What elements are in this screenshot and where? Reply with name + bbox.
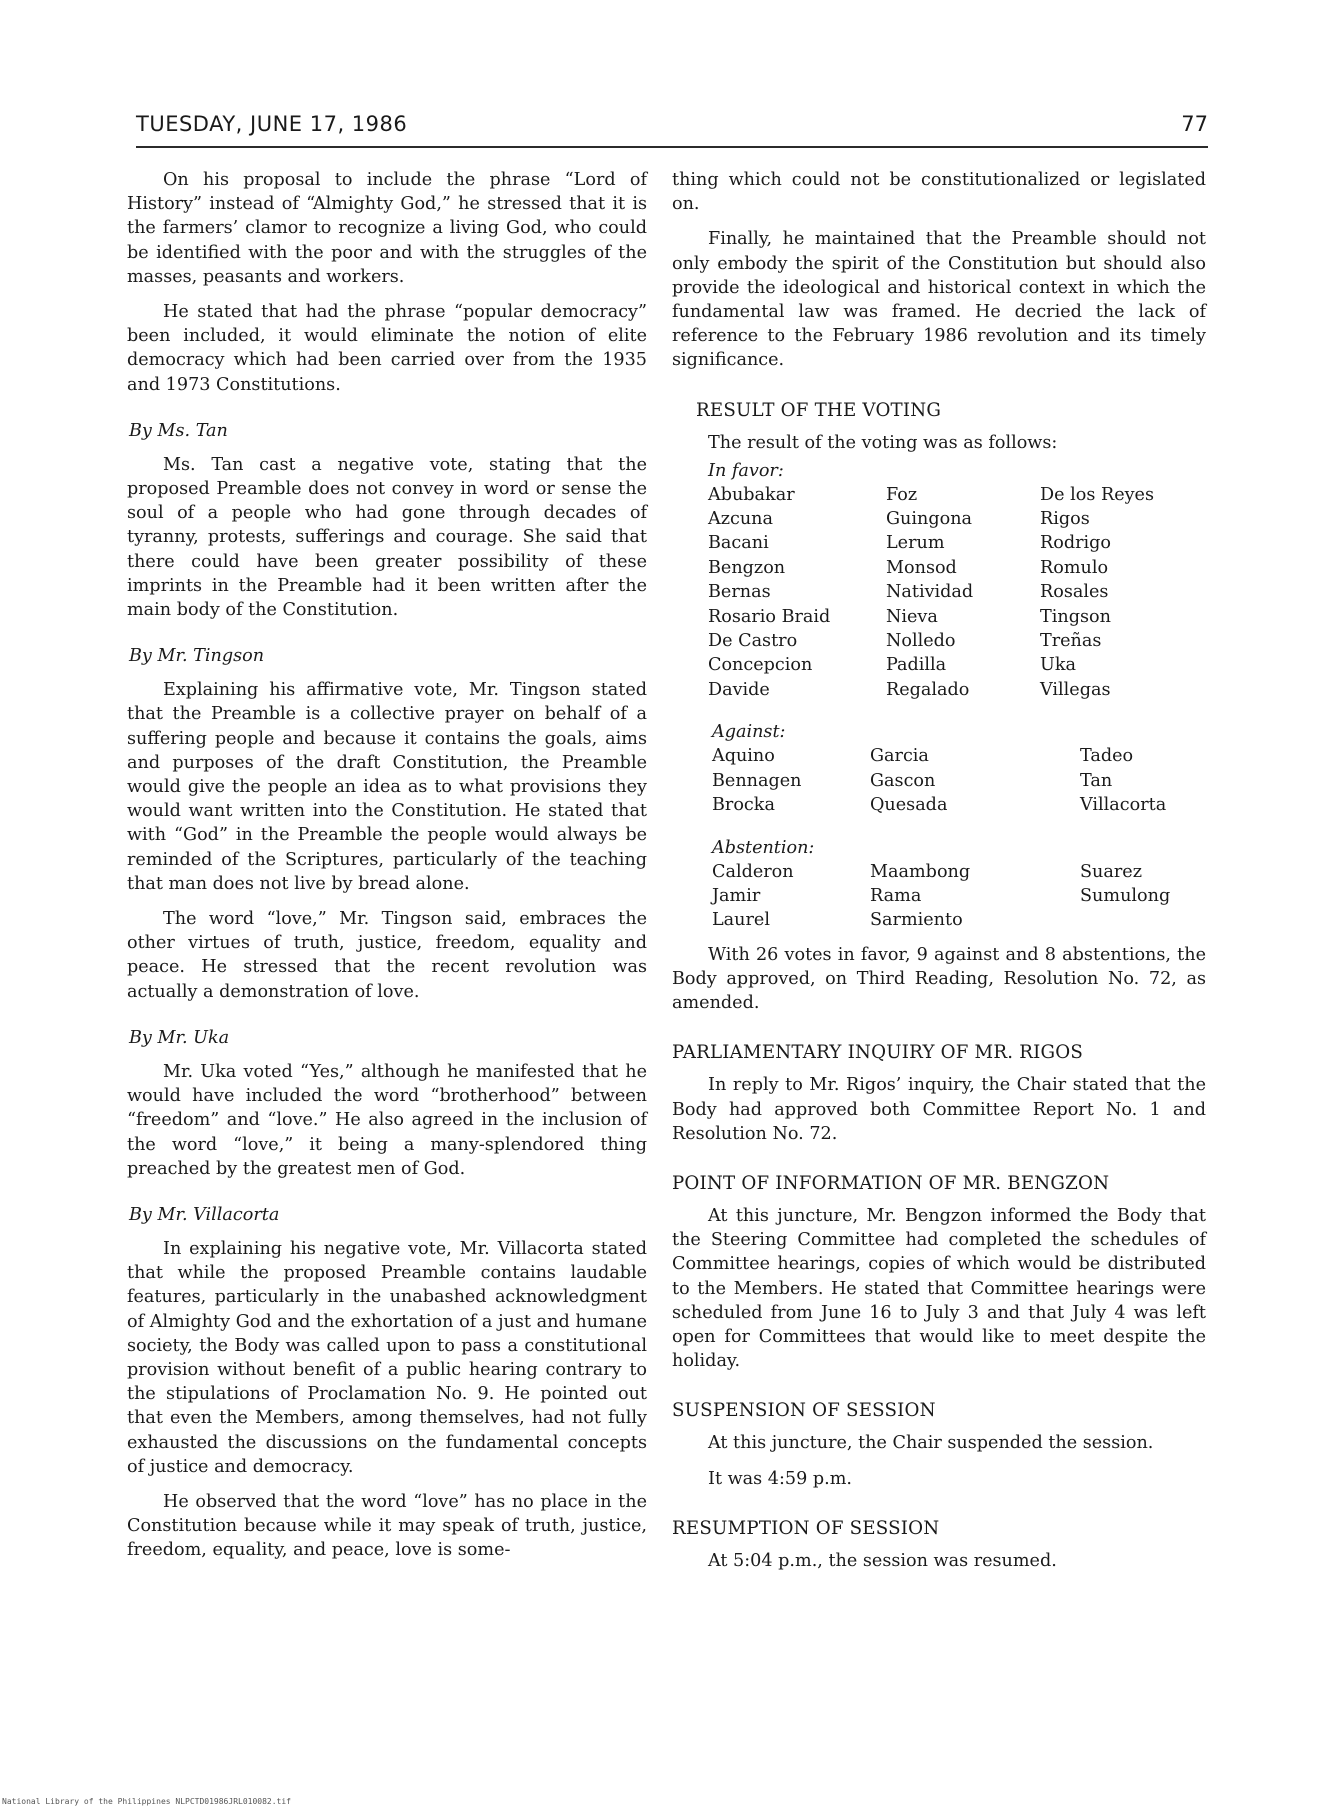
byline-villacorta: By Mr. Villacorta [129,1204,280,1225]
vote-category-abstention: Abstention: [712,837,815,858]
voter-name: Monsod [886,557,957,578]
voter-name: Sumulong [1080,885,1171,906]
section-heading-bengzon: POINT OF INFORMATION OF MR. BENGZON [672,1172,1110,1194]
voter-name: Romulo [1040,557,1109,578]
voter-name: Suarez [1080,861,1142,882]
voter-name: De Castro [708,631,798,652]
voter-name: Tadeo [1080,746,1134,767]
against-list [712,744,1206,817]
voter-name: Uka [1040,655,1076,676]
page-header [136,112,1208,148]
voter-name: Padilla [886,655,947,676]
paragraph: The word “love,” Mr. Tingson said, embraces the other virtues of truth, justice, freedom, equality and peace. He stressed that the recent revolution was actually a demonstration of love. [127,909,647,1002]
vote-category-against: Against: [712,722,786,743]
right-column [672,168,1206,1584]
voter-name: Laurel [712,910,770,931]
abstention-list [712,860,1206,933]
section-heading-suspension: SUSPENSION OF SESSION [672,1400,936,1422]
paragraph: Ms. Tan cast a negative vote, stating that the proposed Preamble does not convey in word or sense the soul of a people who had gone through decades of tyranny, protests, sufferings and courage. She said that there could have been greater possibility of these imprints in the Preamble had it been written after the main body of the Constitution. [127,454,647,621]
voter-name: De los Reyes [1040,484,1154,505]
voter-name: Tan [1080,770,1113,791]
byline-tan: By Ms. Tan [129,420,228,441]
voter-name: Aquino [712,746,775,767]
voting-intro: The result of the voting was as follows: [708,432,1058,453]
in-favor-list [708,483,1206,703]
voter-name: Tingson [1040,606,1111,627]
voter-name: Azcuna [708,509,773,530]
voter-name: Concepcion [708,655,813,676]
voter-name: Villegas [1040,679,1111,700]
paragraph: Explaining his affirmative vote, Mr. Tingson stated that the Preamble is a collective prayer on behalf of a suffering people and because it contains the goals, aims and purposes of the draft Constitution, the Preamble would give the people an idea as to what provisions they would want written into the Constitution. He stated that with “God” in the Preamble the people would always be reminded of the Scriptures, particularly of the teaching that man does not live by bread alone. [127,680,647,894]
voter-name: Garcia [870,746,929,767]
voter-name: Lerum [886,533,945,554]
voter-name: Foz [886,484,918,505]
voter-name: Calderon [712,861,794,882]
paragraph: In explaining his negative vote, Mr. Villacorta stated that while the proposed Preamble contains laudable features, particularly in the unabashed acknowledgment of Almighty God and the exhortation of a just and humane society, the Body was called upon to pass a constitutional provision without benefit of a public hearing contrary to the stipulations of Proclamation No. 9. He pointed out that even the Members, among themselves, had not fully exhausted the discussions on the fundamental concepts of justice and democracy. [127,1238,647,1477]
section-heading-rigos: PARLIAMENTARY INQUIRY OF MR. RIGOS [672,1042,1084,1064]
paragraph: In reply to Mr. Rigos’ inquiry, the Chair stated that the Body had approved both Committee Report No. 1 and Resolution No. 72. [672,1075,1206,1144]
voter-name: Abubakar [708,484,795,505]
voter-name: Gascon [870,770,936,791]
voter-name: Jamir [712,885,761,906]
voter-name: Natividad [886,582,974,603]
voter-name: Quesada [870,795,948,816]
voter-name: Bengzon [708,557,786,578]
left-column [127,168,647,1574]
voter-name: Maambong [870,861,971,882]
voter-name: Bernas [708,582,771,603]
page-number: 77 [1181,112,1208,136]
paragraph: Mr. Uka voted “Yes,” although he manifested that he would have included the word “brotherhood” between “freedom” and “love.” He also agreed in the inclusion of the word “love,” it being a many-splendored thing preached by the greatest men of God. [127,1061,647,1179]
paragraph: thing which could not be constitutionalized or legislated on. [672,170,1206,215]
paragraph: On his proposal to include the phrase “Lord of History” instead of “Almighty God,” he stressed that it is the farmers’ clamor to recognize a living God, who could be identified with the poor and with the struggles of the masses, peasants and workers. [127,170,647,287]
voter-name: Villacorta [1080,795,1167,816]
voter-name: Rodrigo [1040,533,1111,554]
byline-uka: By Mr. Uka [129,1027,230,1048]
voter-name: Treñas [1040,631,1102,652]
paragraph: At this juncture, the Chair suspended the session. [708,1433,1154,1454]
page-date: TUESDAY, JUNE 17, 1986 [136,112,408,136]
voter-name: Bacani [708,533,769,554]
voter-name: Rosario Braid [708,606,831,627]
voter-name: Guingona [886,509,973,530]
paragraph: He observed that the word “love” has no place in the Constitution because while it may speak of truth, justice, freedom, equality, and peace, love is some- [127,1491,647,1561]
voter-name: Davide [708,679,770,700]
voter-name: Sarmiento [870,910,963,931]
voter-name: Regalado [886,679,970,700]
voter-name: Rosales [1040,582,1109,603]
section-heading-voting: RESULT OF THE VOTING [696,399,942,421]
voter-name: Rigos [1040,509,1090,530]
paragraph: At this juncture, Mr. Bengzon informed the Body that the Steering Committee had completed the schedules of Committee hearings, copies of which would be distributed to the Members. He stated that Committee hearings were scheduled from June 16 to July 3 and that July 4 was left open for Committees that would like to meet despite the holiday. [672,1205,1206,1372]
voter-name: Brocka [712,795,775,816]
vote-result-paragraph: With 26 votes in favor, 9 against and 8 abstentions, the Body approved, on Third Reading, Resolution No. 72, as amended. [672,944,1206,1014]
vote-category-in-favor: In favor: [708,460,784,481]
paragraph: At 5:04 p.m., the session was resumed. [708,1550,1057,1571]
section-heading-resumption: RESUMPTION OF SESSION [672,1517,940,1539]
voter-name: Nieva [886,606,938,627]
voter-name: Rama [870,885,922,906]
paragraph: It was 4:59 p.m. [708,1468,853,1489]
voter-name: Nolledo [886,631,956,652]
paragraph: Finally, he maintained that the Preamble should not only embody the spirit of the Constitution but should also provide the ideological and historical context in which the fundamental law was framed. He decried the lack of reference to the February 1986 revolution and its timely significance. [672,229,1206,371]
scan-footer: National Library of the Philippines NLPCTD01986JRL010082.tif [2,1797,291,1806]
byline-tingson: By Mr. Tingson [129,646,265,667]
voter-name: Bennagen [712,770,802,791]
paragraph: He stated that had the phrase “popular democracy” been included, it would eliminate the notion of elite democracy which had been carried over from the 1935 and 1973 Constitutions. [127,302,647,395]
